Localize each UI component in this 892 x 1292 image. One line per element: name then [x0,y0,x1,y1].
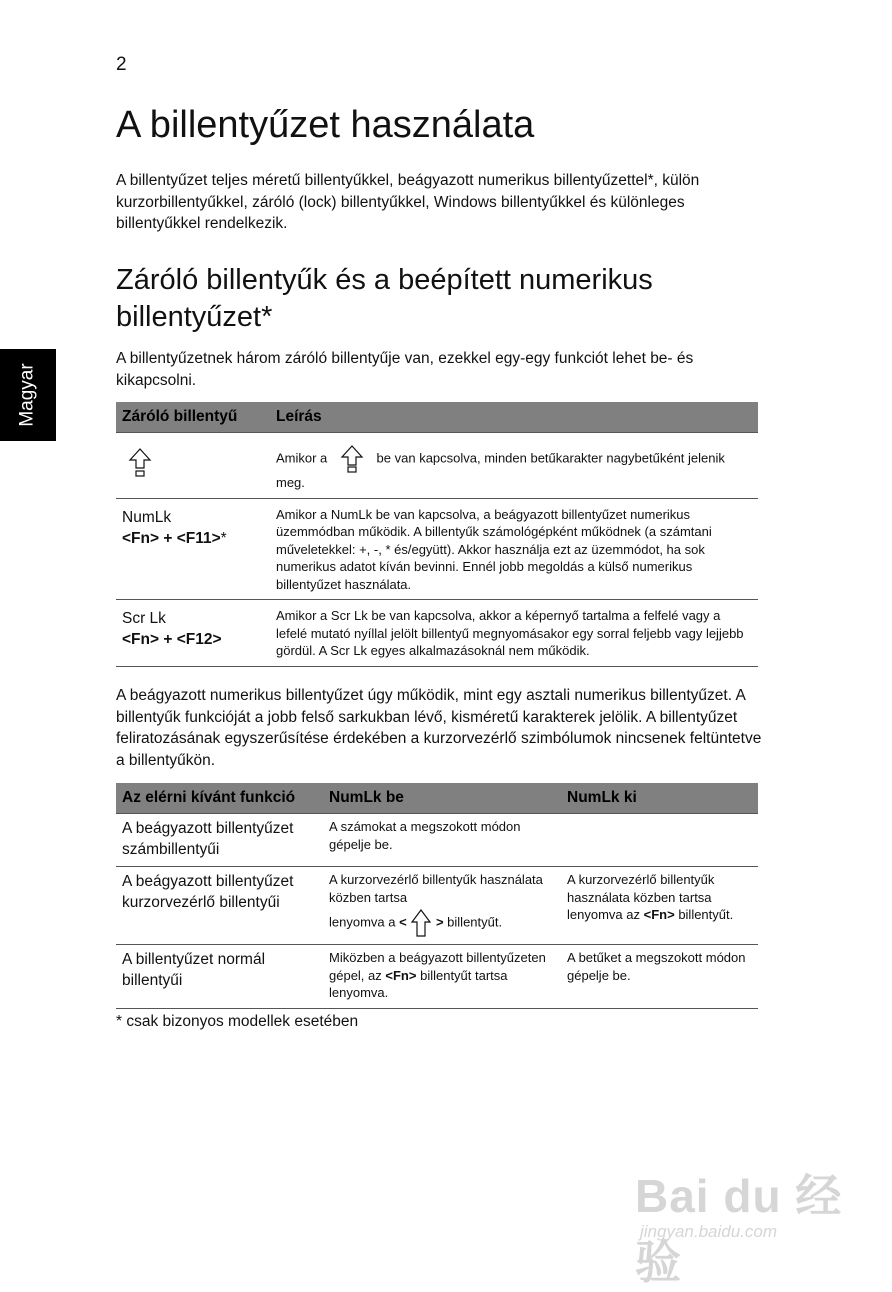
language-side-tab [0,349,56,441]
side-tab-label: Magyar [17,363,39,427]
table-row [116,433,758,499]
numlk-key-cell [116,498,270,600]
embedded-keypad-paragraph: A beágyazott numerikus billentyűzet úgy működik, mint egy asztali numerikus billentyűzet. A billentyűk funkcióját a jobb felső sarkukban lévő, kisméretű karakterek jelölik. A billentyűzet feliratozásának egyszerűsítése érdekében a kurzorvezérlő szimbólumok nincsenek feltüntetve a billentyűkön. [116,687,762,769]
fn-key-label: <Fn> [385,967,417,983]
table-row [116,945,758,1009]
table-row [116,814,758,867]
caps-lock-description [270,433,758,499]
cursor-off-before: A kurzorvezérlő billentyűk használata közben tartsa lenyomva az [567,872,715,922]
normal-on-before: Miközben a beágyazott billentyűzeten gépel, az [329,950,546,983]
normal-on-after: billentyűt tartsa lenyomva. [329,967,508,1000]
keypad-function-table [116,783,758,1009]
table-header-row [116,402,758,433]
numlk-combo-suffix: * [220,529,227,547]
scrlk-combo: <Fn> + <F12> [122,631,222,648]
cursor-on-line1: A kurzorvezérlő billentyűk használata közben tartsa [329,872,543,905]
numlk-key-name: NumLk [122,508,172,526]
cursor-on-line2-before: lenyomva a [329,914,396,930]
numlk-description: Amikor a NumLk be van kapcsolva, a beágyazott billentyűzet numerikus üzemmódban működik. A billentyűk számológépként működnek (a számtani műveletekkel: +, -, * és/együtt). Akkor használja ezt az üzemmódot, ha sok numerikus adatot kíván bevinni. Ennél jobb megoldás a külső numerikus billentyűzet használata. [270,498,758,600]
intro-paragraph: A billentyűzet teljes méretű billentyűkkel, beágyazott numerikus billentyűzettel*, külön kurzorbillentyűkkel, záróló (lock) billentyűkkel, Windows billentyűkkel és különleges billentyűkkel rendelkezik. [116,172,700,232]
numlk-on-cell [323,867,561,945]
key-bracket-close: > [435,914,444,930]
table-row [116,498,758,600]
table-header-cell: NumLk be [323,783,561,814]
scrlk-key-name: Scr Lk [122,610,166,627]
cursor-off-after: billentyűt. [678,907,734,922]
caps-lock-icon-inline [339,444,365,474]
func-cell: A billentyűzet normál billentyűi [116,945,323,1009]
numlk-off-cell [561,814,758,867]
numlk-combo: <Fn> + <F11> [122,529,221,547]
section-heading: Záróló billentyűk és a beépített numerikus billentyűzet* [116,264,653,333]
lock-keys-intro: A billentyűzetnek három záróló billentyűje van, ezekkel egy-egy funkciót lehet be- és kikapcsolni. [116,350,694,389]
scrlk-description: Amikor a Scr Lk be van kapcsolva, akkor a képernyő tartalma a felfelé vagy a lefelé mutató nyíllal jelölt billentyű megnyomásakor egy sorral feljebb vagy lejjebb gördül. A Scr Lk egyes alkalmazásoknál nem működik. [270,600,758,667]
table-header-row [116,783,758,814]
page-title: A billentyűzet használata [116,104,535,146]
baidu-watermark-logo [630,1140,850,1288]
scrlk-key-cell [116,600,270,667]
shift-icon [410,908,432,938]
caps-lock-key-cell [116,433,270,499]
fn-key-label: <Fn> [643,907,675,922]
numlk-on-cell [323,945,561,1009]
caps-lock-icon [128,447,152,479]
table-row [116,600,758,667]
numlk-on-cell: A számokat a megszokott módon gépelje be. [323,814,561,867]
table-row [116,867,758,945]
numlk-off-cell [561,867,758,945]
func-cell: A beágyazott billentyűzet számbillentyűi [116,814,323,867]
table-header-cell: Az elérni kívánt funkció [116,783,323,814]
numlk-off-cell: A betűket a megszokott módon gépelje be. [561,945,758,1009]
footnote: * csak bizonyos modellek esetében [116,1013,359,1030]
caps-desc-before: Amikor a [276,450,328,466]
caps-desc-after: be van kapcsolva, minden betűkarakter nagybetűként jelenik meg. [276,450,725,490]
page-number: 2 [116,54,127,75]
watermark-brand: Bai du 经验 [635,1170,843,1288]
table-header-cell: Leírás [270,402,758,433]
cursor-on-line2-after: billentyűt. [447,914,503,930]
watermark-url: jingyan.baidu.com [640,1222,778,1241]
func-cell: A beágyazott billentyűzet kurzorvezérlő billentyűi [116,867,323,945]
lock-keys-table [116,402,758,667]
key-bracket-open: < [399,914,407,930]
table-header-cell: NumLk ki [561,783,758,814]
table-header-cell: Záróló billentyű [116,402,270,433]
